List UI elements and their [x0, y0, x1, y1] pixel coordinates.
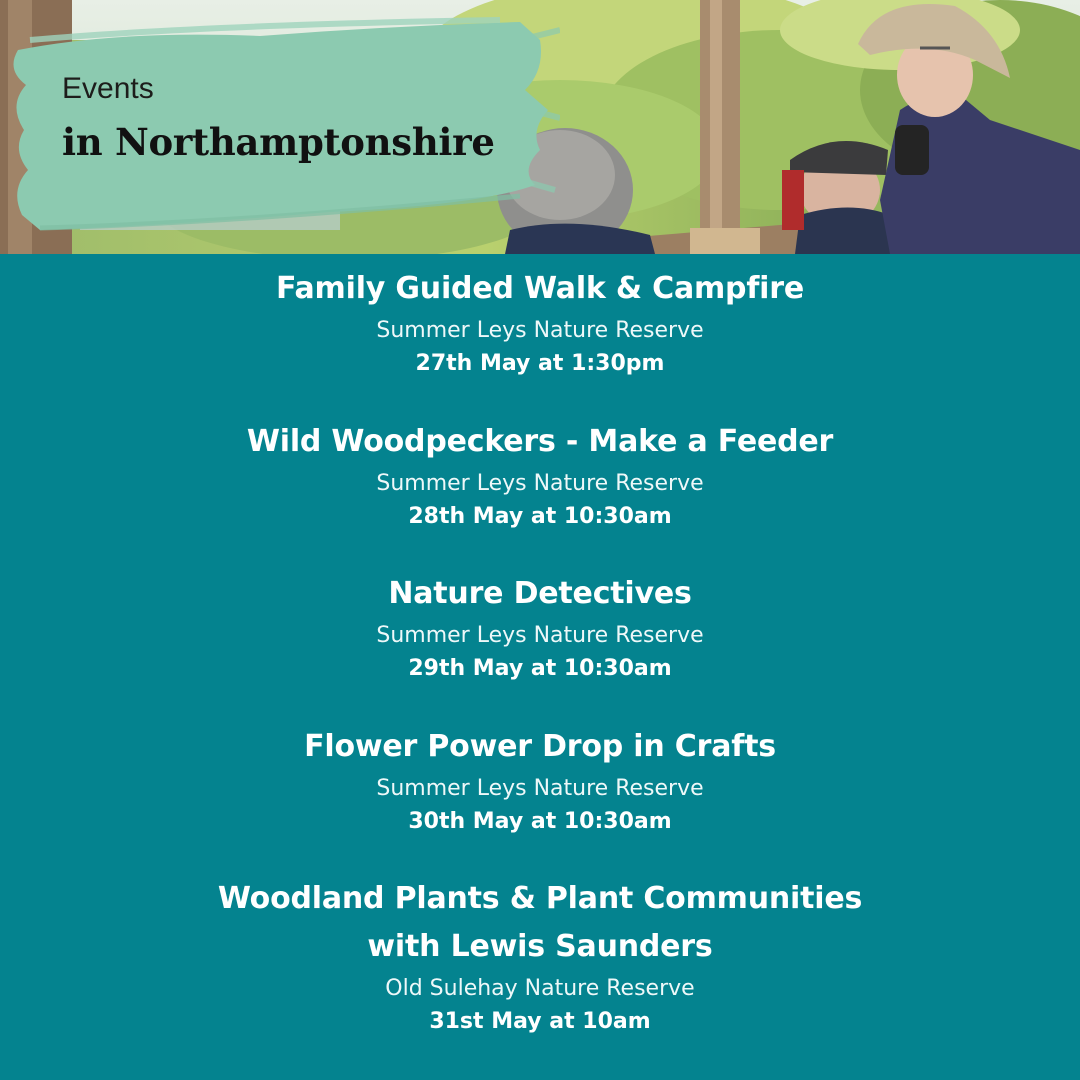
event-title: Family Guided Walk & Campfire: [275, 271, 805, 306]
event-item: [0, 723, 1080, 839]
event-item: [0, 418, 1080, 534]
header-region: in Northamptonshire: [62, 120, 495, 164]
event-title: Nature Detectives: [388, 576, 692, 611]
header-title-block: [62, 72, 495, 164]
event-title-line-1: Woodland Plants & Plant Communities: [217, 881, 863, 916]
event-title: Wild Woodpeckers - Make a Feeder: [246, 424, 834, 459]
event-title: Flower Power Drop in Crafts: [304, 729, 776, 764]
event-venue: Summer Leys Nature Reserve: [376, 471, 704, 496]
event-date: 27th May at 1:30pm: [415, 351, 665, 376]
event-item: [0, 570, 1080, 686]
header-kicker: Events: [62, 72, 154, 105]
event-title-line-2: with Lewis Saunders: [367, 929, 713, 964]
event-date: 30th May at 10:30am: [408, 809, 672, 834]
event-item: [0, 265, 1080, 381]
event-venue: Summer Leys Nature Reserve: [376, 623, 704, 648]
event-date: 28th May at 10:30am: [408, 504, 672, 529]
event-venue: Summer Leys Nature Reserve: [376, 318, 704, 343]
event-date: 29th May at 10:30am: [408, 656, 672, 681]
header-photo: [0, 0, 1080, 254]
event-item: [0, 875, 1080, 1039]
event-venue: Old Sulehay Nature Reserve: [385, 976, 695, 1001]
event-venue: Summer Leys Nature Reserve: [376, 776, 704, 801]
event-date: 31st May at 10am: [429, 1009, 651, 1034]
